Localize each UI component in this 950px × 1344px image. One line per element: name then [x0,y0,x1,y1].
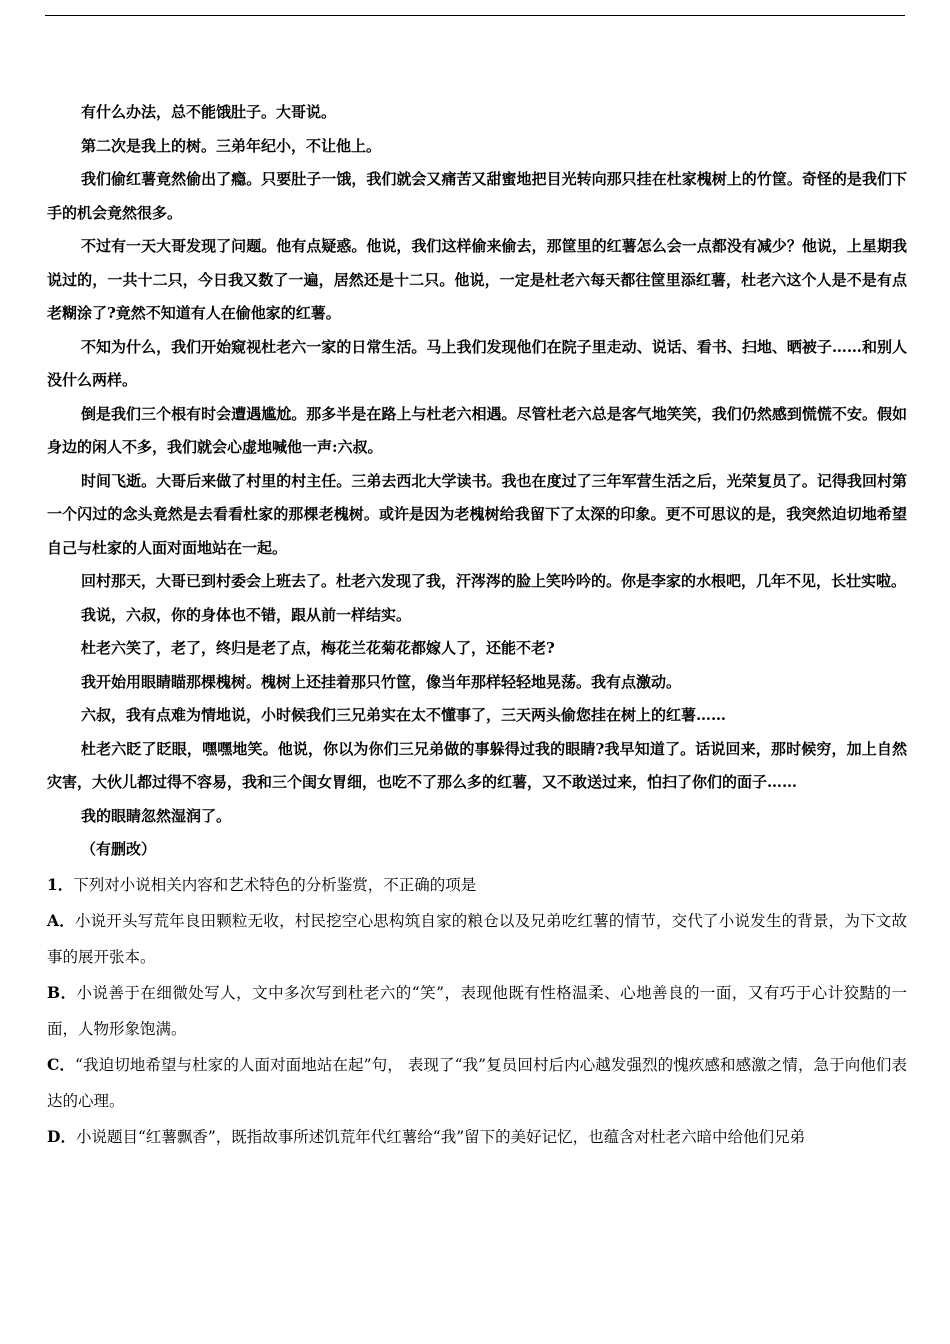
passage-paragraph: 我开始用眼睛瞄那棵槐树。槐树上还挂着那只竹筐，像当年那样轻轻地晃荡。我有点激动。 [81,672,682,691]
option-b [47,975,907,1047]
question-block [47,867,907,1155]
header-rule [45,15,905,16]
option-text: “我迫切地希望与杜家的人面对面地站在起”句， 表现了“我”复员回村后内心越发强烈的愧疚感和感激之情，急于向他们表达的心理。 [47,1055,907,1110]
passage-paragraph: 我们偷红薯竟然偷出了瘾。只要肚子一饿，我们就会又痛苦又甜蜜地把目光转向那只挂在杜家槐树上的竹筐。奇怪的是我们下手的机会竟然很多。 [47,170,907,222]
option-a [47,903,907,975]
option-d [47,1119,907,1155]
option-label: C． [47,1054,76,1074]
passage-paragraph: 第二次是我上的树。三弟年纪小，不让他上。 [81,136,382,155]
question-stem [47,867,907,903]
option-text: 小说善于在细微处写人，文中多次写到杜老六的“笑”，表现他既有性格温柔、心地善良的一面，又有巧于心计狡黠的一面，人物形象饱满。 [47,983,907,1038]
document-body [47,96,907,1155]
option-text: 小说题目“红薯飘香”，既指故事所述饥荒年代红薯给“我”留下的美好记忆，也蕴含对杜老六暗中给他们兄弟 [75,1127,806,1146]
passage-paragraph: 不知为什么，我们开始窥视杜老六一家的日常生活。马上我们发现他们在院子里走动、说话、看书、扫地、晒被子……和别人没什么两样。 [47,337,907,389]
option-c [47,1047,907,1119]
story-passage [47,96,907,867]
passage-paragraph: 我说，六叔，你的身体也不错，跟从前一样结实。 [81,605,412,624]
passage-paragraph: 有什么办法，总不能饿肚子。大哥说。 [81,103,337,121]
passage-paragraph: 我的眼睛忽然湿润了。 [81,806,232,825]
option-label: D． [47,1126,76,1146]
passage-paragraph: 杜老六眨了眨眼，嘿嘿地笑。他说，你以为你们三兄弟做的事躲得过我的眼睛?我早知道了。话说回来，那时候穷，加上自然灾害，大伙儿都过得不容易，我和三个闺女胃细，也吃不了那么多的红薯，又不敢送过来，怕扫了你们的面子…… [47,739,907,791]
option-label: A． [47,910,75,930]
passage-paragraph: 回村那天，大哥已到村委会上班去了。杜老六发现了我，汗涔涔的脸上笑吟吟的。你是李家的水根吧，几年不见，长壮实啦。 [81,572,907,590]
passage-paragraph: 六叔，我有点难为情地说，小时候我们三兄弟实在太不懂事了，三天两头偷您挂在树上的红薯…… [81,706,727,724]
passage-paragraph: 不过有一天大哥发现了问题。他有点疑惑。他说，我们这样偷来偷去，那筐里的红薯怎么会一点都没有减少？他说，上星期我说过的，一共十二只，今日我又数了一遍，居然还是十二只。他说，一定是杜老六每天都往筐里添红薯，杜老六这个人是不是有点老糊涂了?竟然不知道有人在偷他家的红薯。 [47,237,907,322]
passage-paragraph: 杜老六笑了，老了，终归是老了点，梅花兰花菊花都嫁人了，还能不老? [81,639,555,657]
question-text: 下列对小说相关内容和艺术特色的分析鉴赏，不正确的项是 [73,875,477,894]
source-note: （有删改） [81,840,157,858]
option-label: B． [47,982,77,1002]
passage-paragraph: 倒是我们三个根有时会遭遇尴尬。那多半是在路上与杜老六相遇。尽管杜老六总是客气地笑笑，我们仍然感到慌慌不安。假如身边的闲人不多，我们就会心虚地喊他一声:六叔。 [47,404,907,456]
passage-paragraph: 时间飞逝。大哥后来做了村里的村主任。三弟去西北大学读书。我也在度过了三年军营生活之后，光荣复员了。记得我回村第一个闪过的念头竟然是去看看杜家的那棵老槐树。或许是因为老槐树给我留下了太深的印象。更不可思议的是，我突然迫切地希望自己与杜家的人面对面地站在一起。 [47,471,907,557]
option-text: 小说开头写荒年良田颗粒无收，村民挖空心思构筑自家的粮仓以及兄弟吃红薯的情节，交代了小说发生的背景，为下文故事的展开张本。 [47,911,907,966]
question-number: 1． [47,874,74,894]
